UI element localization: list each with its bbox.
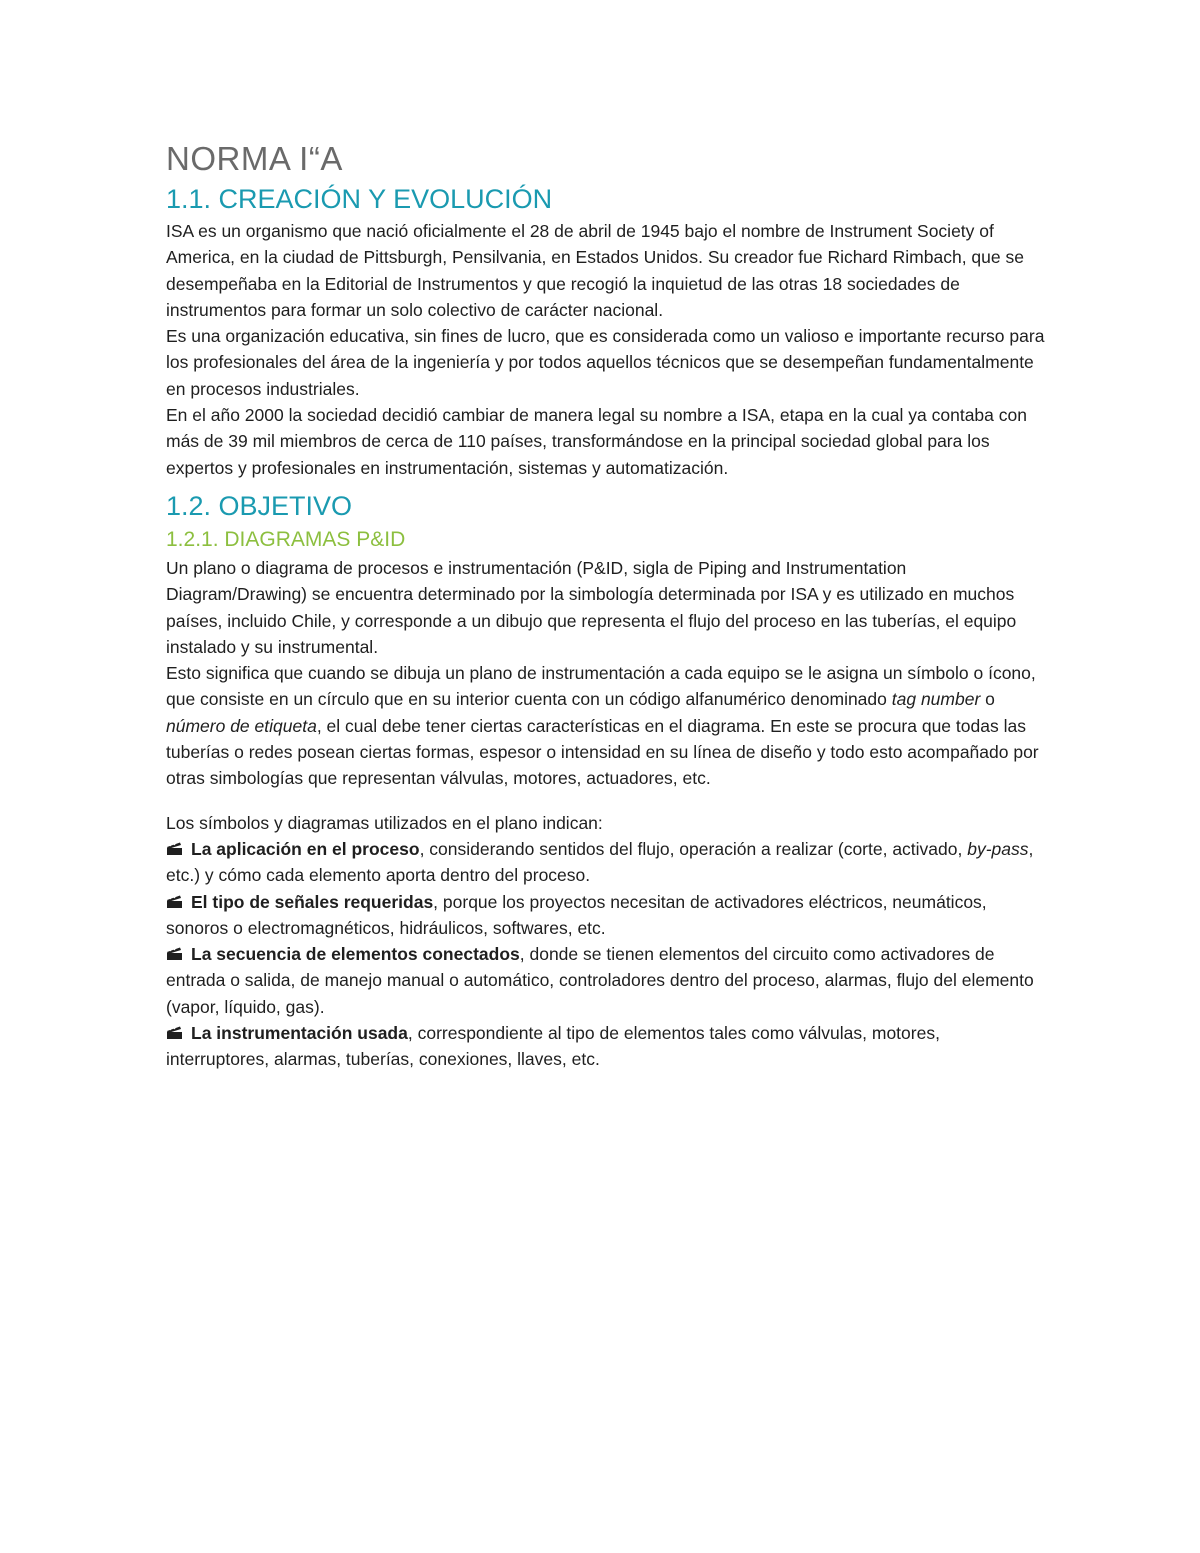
section-heading-objective: 1.2. OBJETIVO bbox=[166, 490, 353, 521]
bullet-bold-text: La secuencia de elementos conectados bbox=[191, 944, 520, 965]
bullet-text: , considerando sentidos del flujo, operación a realizar (corte, activado, bbox=[419, 838, 968, 859]
clapperboard-icon bbox=[166, 947, 183, 961]
paragraph-year-2000: En el año 2000 la sociedad decidió cambiar de manera legal su nombre a ISA, etapa en la cual ya contaba con más de 39 mil miembros de cerca de 110 países, transformándose en la principal sociedad global para los expertos y profesionales en instrumentación, sistemas y automatización. bbox=[166, 405, 1027, 478]
paragraph-text: Esto significa que cuando se dibuja un plano de instrumentación a cada equipo se le asigna un símbolo o ícono, que consiste en un círculo que en su interior cuenta con un código alfanumérico denominado bbox=[166, 663, 1036, 710]
list-item bbox=[166, 836, 1046, 889]
list-intro: Los símbolos y diagramas utilizados en el plano indican: bbox=[166, 812, 603, 833]
bullet-text: , donde se tienen elementos del circuito como activadores de entrada o salida, de manejo manual o automático, controladores dentro del proceso, alarmas, flujo del elemento (vapor, líquido, gas). bbox=[166, 944, 1034, 1017]
document-page bbox=[166, 138, 1046, 1073]
clapperboard-icon bbox=[166, 1026, 183, 1040]
list-item bbox=[166, 941, 1046, 1020]
subsection-heading-pid: 1.2.1. DIAGRAMAS P&ID bbox=[166, 527, 406, 551]
paragraph-text: o bbox=[980, 689, 995, 710]
bullet-bold-text: La aplicación en el proceso bbox=[191, 838, 420, 859]
paragraph-organization: Es una organización educativa, sin fines de lucro, que es considerada como un valioso e importante recurso para los profesionales del área de la ingeniería y por todos aquellos técnicos que se desempeñan fundamentalmente en procesos industriales. bbox=[166, 326, 1045, 399]
paragraph-tag-number bbox=[166, 660, 1046, 791]
list-item bbox=[166, 1020, 1046, 1073]
bullet-text: , correspondiente al tipo de elementos tales como válvulas, motores, interruptores, alarmas, tuberías, conexiones, llaves, etc. bbox=[166, 1023, 940, 1070]
paragraph-text: , el cual debe tener ciertas características en el diagrama. En este se procura que todas las tuberías o redes posean ciertas formas, espesor o intensidad en su línea de diseño y todo esto acompañado por otras simbologías que representan válvulas, motores, actuadores, etc. bbox=[166, 715, 1039, 789]
bullet-bold-text: El tipo de señales requeridas bbox=[191, 891, 434, 912]
section-heading-creation: 1.1. CREACIÓN Y EVOLUCIÓN bbox=[166, 184, 553, 214]
bullet-bold-text: La instrumentación usada bbox=[191, 1023, 408, 1044]
paragraph-origin: ISA es un organismo que nació oficialmente el 28 de abril de 1945 bajo el nombre de Instrument Society of America, en la ciudad de Pittsburgh, Pensilvania, en Estados Unidos. Su creador fue Richard Rimbach, que se desempeñaba en la Editorial de Instrumentos y que recogió la inquietud de las otras 18 sociedades de instrumentos para formar un solo colectivo de carácter nacional. bbox=[166, 221, 1024, 320]
bullet-text: , porque los proyectos necesitan de activadores eléctricos, neumáticos, sonoros o electromagnéticos, hidráulicos, softwares, etc. bbox=[166, 891, 987, 938]
document-title: NORMA I“A bbox=[166, 140, 343, 177]
paragraph-pid-definition: Un plano o diagrama de procesos e instrumentación (P&ID, sigla de Piping and Instrumentation Diagram/Drawing) se encuentra determinado por la simbología determinada por ISA y es utilizado en muchos países, incluido Chile, y corresponde a un dibujo que representa el flujo del proceso en las tuberías, el equipo instalado y su instrumental. bbox=[166, 557, 1017, 657]
italic-term-by-pass: by-pass bbox=[967, 838, 1029, 859]
bullet-text: , etc.) y cómo cada elemento aporta dentro del proceso. bbox=[166, 838, 1034, 886]
italic-term-numero-etiqueta: número de etiqueta bbox=[166, 715, 317, 736]
italic-term-tag-number: tag number bbox=[891, 689, 981, 710]
clapperboard-icon bbox=[166, 895, 183, 909]
clapperboard-icon bbox=[166, 842, 183, 856]
list-item bbox=[166, 889, 1046, 942]
